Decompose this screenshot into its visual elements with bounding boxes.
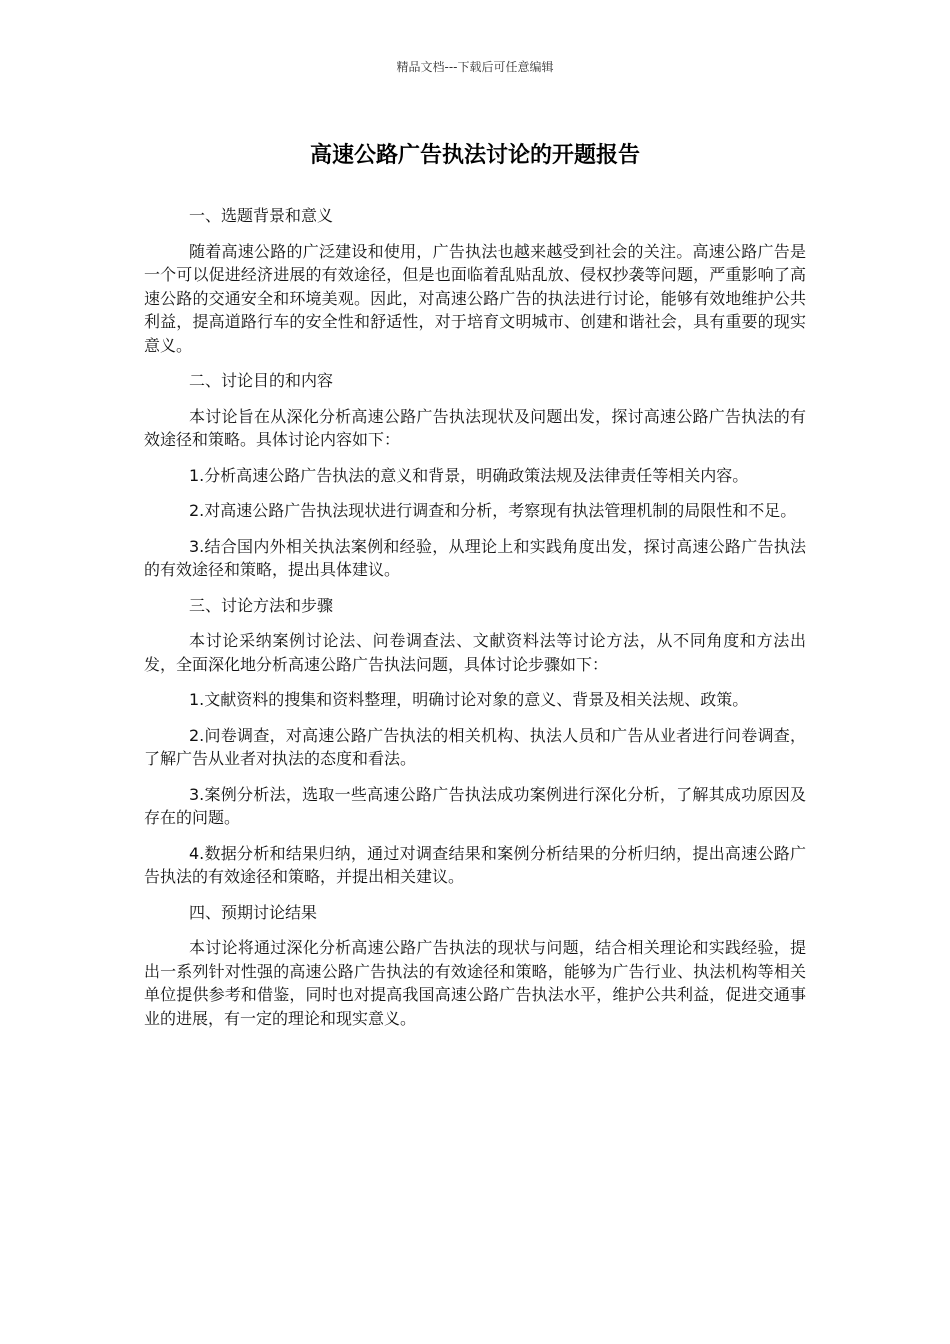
paragraph-methods-step-3: 3.案例分析法，选取一些高速公路广告执法成功案例进行深化分析，了解其成功原因及存在的问题。 — [144, 784, 806, 827]
section-heading-expected-results: 四、预期讨论结果 — [189, 902, 318, 922]
document-body — [144, 204, 806, 1042]
paragraph-purpose-item-1: 1.分析高速公路广告执法的意义和背景，明确政策法规及法律责任等相关内容。 — [189, 465, 749, 485]
header-note: 精品文档---下载后可任意编辑 — [396, 60, 554, 74]
paragraph-methods-step-4: 4.数据分析和结果归纳，通过对调查结果和案例分析结果的分析归纳，提出高速公路广告执法的有效途径和策略，并提出相关建议。 — [144, 843, 806, 886]
paragraph-methods-step-1: 1.文献资料的搜集和资料整理，明确讨论对象的意义、背景及相关法规、政策。 — [189, 690, 749, 709]
paragraph-purpose-item-3: 3.结合国内外相关执法案例和经验，从理论上和实践角度出发，探讨高速公路广告执法的有效途径和策略，提出具体建议。 — [144, 536, 806, 579]
section-heading-methods: 三、讨论方法和步骤 — [189, 595, 334, 615]
paragraph-purpose-item-2: 2.对高速公路广告执法现状进行调查和分析，考察现有执法管理机制的局限性和不足。 — [189, 501, 797, 520]
paragraph-purpose-intro: 本讨论旨在从深化分析高速公路广告执法现状及问题出发，探讨高速公路广告执法的有效途径和策略。具体讨论内容如下： — [144, 406, 806, 449]
paragraph-methods-intro: 本讨论采纳案例讨论法、问卷调查法、文献资料法等讨论方法，从不同角度和方法出发，全面深化地分析高速公路广告执法问题，具体讨论步骤如下： — [144, 631, 806, 674]
section-heading-purpose: 二、讨论目的和内容 — [189, 371, 334, 390]
paragraph-expected-results: 本讨论将通过深化分析高速公路广告执法的现状与问题，结合相关理论和实践经验，提出一系列针对性强的高速公路广告执法的有效途径和策略，能够为广告行业、执法机构等相关单位提供参考和借鉴，同时也对提高我国高速公路广告执法水平，维护公共利益，促进交通事业的进展，有一定的理论和现实意义。 — [144, 938, 806, 1028]
section-heading-background: 一、选题背景和意义 — [189, 206, 334, 225]
document-title: 高速公路广告执法讨论的开题报告 — [309, 143, 640, 168]
paragraph-background: 随着高速公路的广泛建设和使用，广告执法也越来越受到社会的关注。高速公路广告是一个可以促进经济进展的有效途径，但是也面临着乱贴乱放、侵权抄袭等问题，严重影响了高速公路的交通安全和环境美观。因此，对高速公路广告的执法进行讨论，能够有效地维护公共利益，提高道路行车的安全性和舒适性，对于培育文明城市、创建和谐社会，具有重要的现实意义。 — [144, 241, 806, 355]
paragraph-methods-step-2: 2.问卷调查，对高速公路广告执法的相关机构、执法人员和广告从业者进行问卷调查，了解广告从业者对执法的态度和看法。 — [144, 725, 806, 768]
